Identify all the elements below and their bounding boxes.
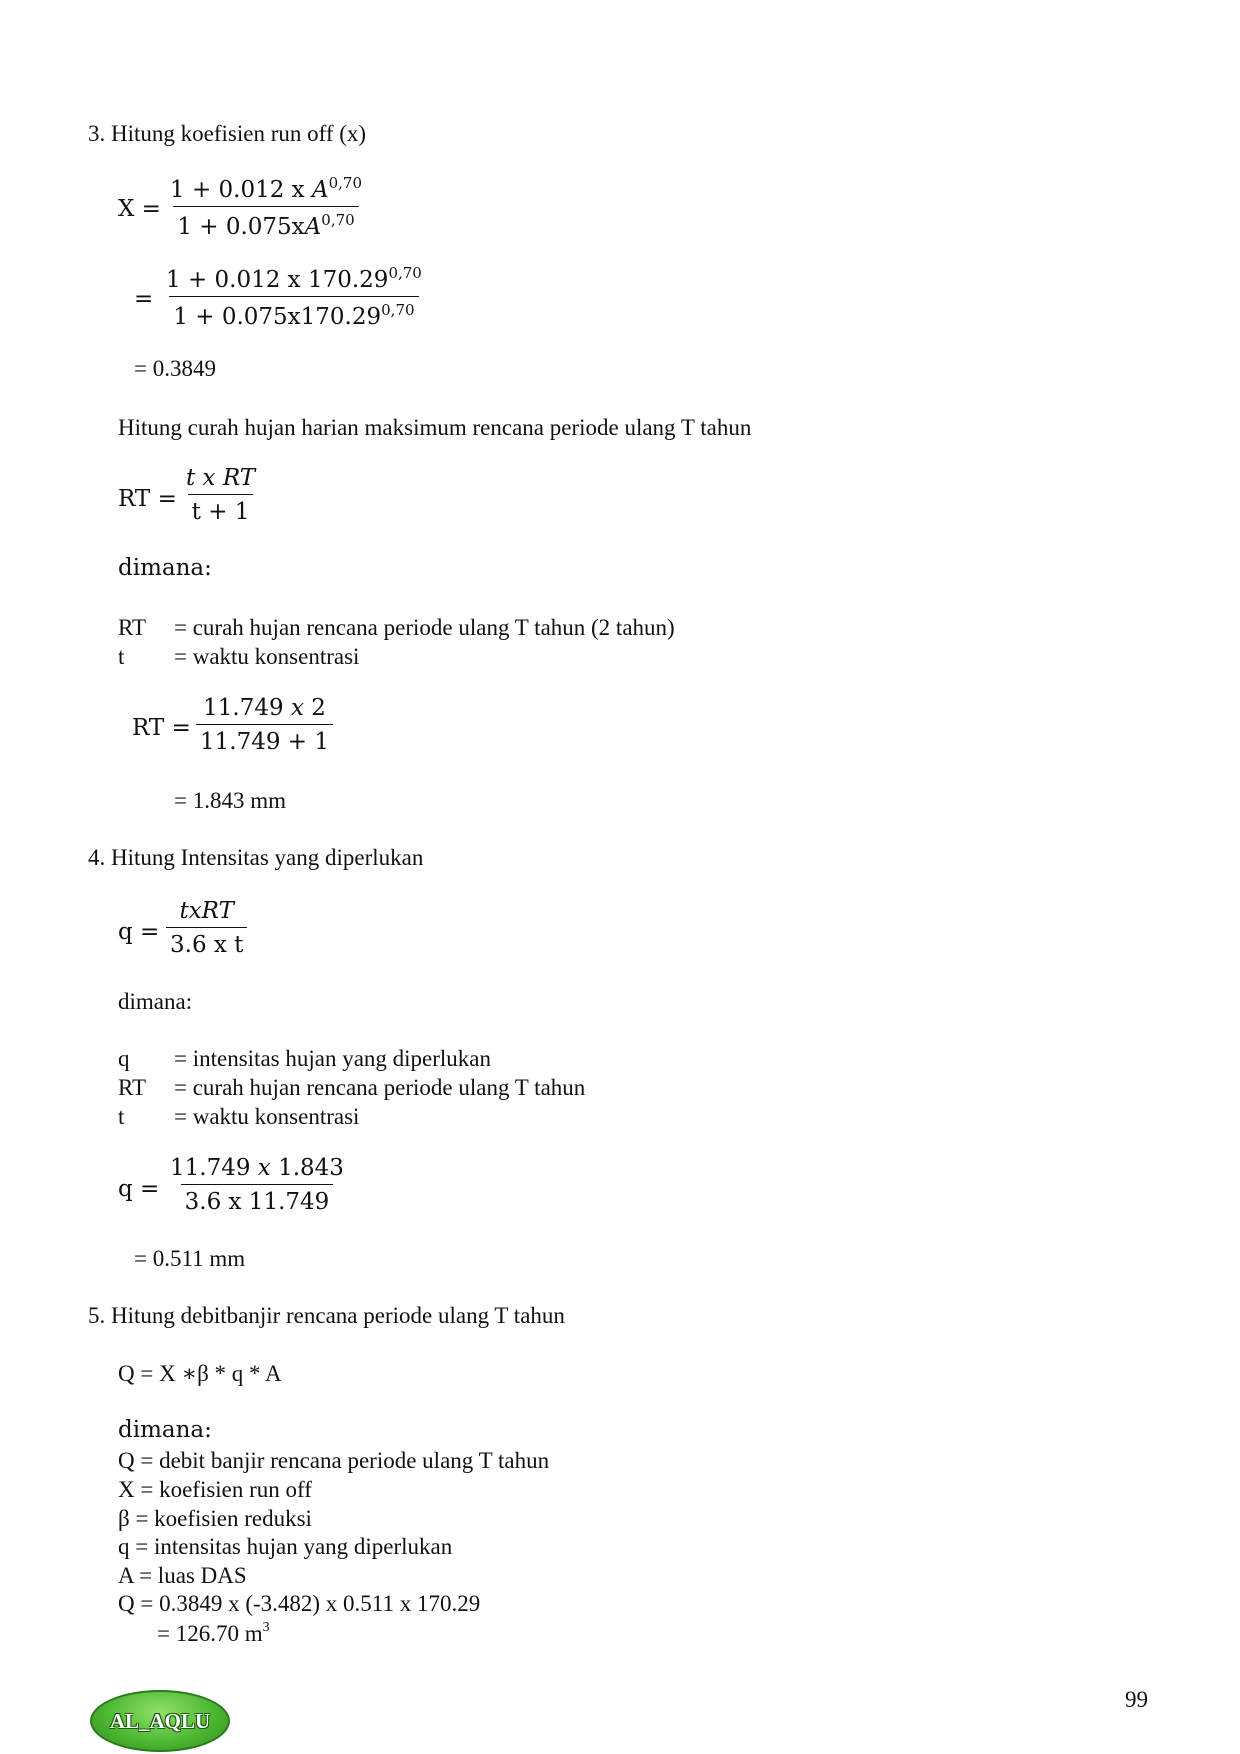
q-flood-result-value: = 126.70 m bbox=[157, 1621, 263, 1646]
q-formula-num: txRT bbox=[179, 898, 234, 924]
q-calc-fraction bbox=[166, 1157, 348, 1214]
section-4-heading: 4. Hitung Intensitas yang diperlukan bbox=[88, 845, 424, 870]
q-calc-den: 3.6 x 11.749 bbox=[181, 1184, 334, 1214]
substitution-den-base: 1 + 0.075x170.29 bbox=[173, 304, 382, 330]
formula-x-num-var: A bbox=[311, 177, 329, 203]
substitution-fraction bbox=[162, 266, 426, 329]
formula-x-num-base: 1 + 0.012 x bbox=[170, 177, 312, 203]
rt-calc-num-a: 11.749 bbox=[203, 695, 291, 721]
q-flood-formula: Q = X ∗β * q * A bbox=[118, 1361, 282, 1386]
q-flood-result bbox=[157, 1621, 270, 1645]
def-description: = waktu konsentrasi bbox=[174, 1104, 360, 1129]
def-description: = curah hujan rencana periode ulang T tahun bbox=[174, 1075, 586, 1100]
def-description: = intensitas hujan yang diperlukan bbox=[174, 1046, 492, 1071]
dimana-label-2: dimana: bbox=[118, 989, 193, 1014]
section-5-heading: 5. Hitung debitbanjir rencana periode ulang T tahun bbox=[88, 1303, 565, 1328]
al-aqlu-logo bbox=[90, 1690, 230, 1752]
substitution-num-exp: 0,70 bbox=[388, 264, 422, 282]
def-symbol: RT bbox=[118, 1075, 147, 1100]
def-symbol: t bbox=[118, 1104, 125, 1129]
def-line: A = luas DAS bbox=[118, 1563, 247, 1588]
q-flood-calculation: Q = 0.3849 x (-3.482) x 0.511 x 170.29 bbox=[118, 1591, 481, 1616]
section-3-heading: 3. Hitung koefisien run off (x) bbox=[88, 121, 367, 146]
rt-calc-num-op: x bbox=[290, 695, 304, 721]
rt-formula-den: t + 1 bbox=[188, 494, 254, 524]
q-calc-num-op: x bbox=[257, 1155, 271, 1181]
formula-x-den-exp: 0,70 bbox=[321, 211, 355, 229]
q-formula-lhs: q = bbox=[118, 919, 160, 945]
formula-x-num-exp: 0,70 bbox=[328, 174, 362, 192]
rt-calc-lhs: RT = bbox=[132, 715, 191, 741]
def-line: q = intensitas hujan yang diperlukan bbox=[118, 1534, 453, 1559]
formula-x-den-var: A bbox=[304, 214, 322, 240]
def-line: β = koefisien reduksi bbox=[118, 1506, 312, 1531]
logo-text: AL_AQLU bbox=[109, 1708, 211, 1733]
q-result: = 0.511 mm bbox=[134, 1246, 246, 1271]
rt-formula-lhs: RT = bbox=[118, 486, 177, 512]
rt-calc-den: 11.749 + 1 bbox=[196, 724, 333, 754]
def-line: X = koefisien run off bbox=[118, 1477, 312, 1502]
q-calc-num-b: 1.843 bbox=[270, 1155, 344, 1181]
substitution-num-base: 1 + 0.012 x 170.29 bbox=[166, 267, 389, 293]
q-formula-den: 3.6 x t bbox=[166, 927, 247, 957]
dimana-label-1: dimana: bbox=[118, 555, 212, 581]
def-description: = curah hujan rencana periode ulang T tahun (2 tahun) bbox=[174, 615, 675, 640]
formula-x-den-base: 1 + 0.075x bbox=[177, 214, 305, 240]
substitution-den-exp: 0,70 bbox=[381, 301, 415, 319]
substitution-eq-sign: = bbox=[134, 286, 154, 312]
page-number: 99 bbox=[1125, 1687, 1148, 1712]
x-result: = 0.3849 bbox=[134, 356, 216, 381]
rt-calc-fraction bbox=[196, 697, 333, 754]
formula-x-fraction bbox=[166, 176, 366, 239]
rt-formula-fraction bbox=[182, 467, 259, 524]
def-line: Q = debit banjir rencana periode ulang T tahun bbox=[118, 1448, 550, 1473]
q-flood-result-unit-exp: 3 bbox=[262, 1620, 270, 1635]
q-calc-lhs: q = bbox=[118, 1176, 160, 1202]
rt-result: = 1.843 mm bbox=[174, 788, 287, 813]
formula-x-lhs: X = bbox=[118, 196, 161, 222]
def-symbol: q bbox=[118, 1046, 130, 1071]
def-description: = waktu konsentrasi bbox=[174, 644, 360, 669]
def-symbol: t bbox=[118, 644, 125, 669]
q-formula-fraction bbox=[166, 900, 247, 957]
rt-intro: Hitung curah hujan harian maksimum rencana periode ulang T tahun bbox=[118, 415, 752, 440]
def-symbol: RT bbox=[118, 615, 147, 640]
q-calc-num-a: 11.749 bbox=[170, 1155, 258, 1181]
rt-calc-num-b: 2 bbox=[303, 695, 326, 721]
rt-formula-num: t x RT bbox=[186, 465, 256, 491]
dimana-label-3: dimana: bbox=[118, 1417, 212, 1443]
